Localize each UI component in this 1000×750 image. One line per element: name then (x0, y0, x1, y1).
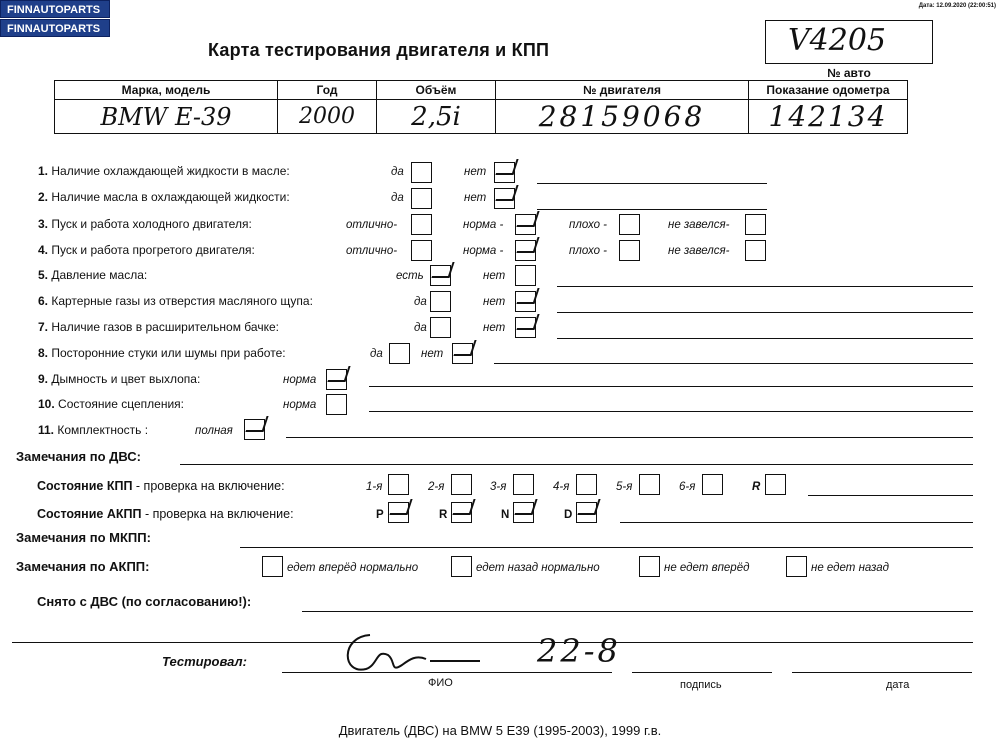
item-11: 11. Комплектность : (38, 423, 149, 437)
col-model: Марка, модель (55, 81, 278, 100)
item-8-box-yes[interactable] (389, 343, 410, 364)
akpp-opt-backward-label: едет назад нормально (476, 562, 600, 574)
removed-line-2 (12, 642, 973, 643)
item-8: 8. Посторонние стуки или шумы при работе: (38, 346, 286, 360)
item-10-opt-normal: норма (283, 399, 317, 411)
item-3-box-no-start[interactable] (745, 214, 766, 235)
fio-line (282, 672, 612, 673)
kpp-gear-4-box[interactable] (576, 474, 597, 495)
fio-caption: ФИО (428, 677, 453, 689)
item-10-line (369, 411, 973, 412)
item-4-box-excellent[interactable] (411, 240, 432, 261)
akpp-gear-d-box[interactable] (576, 502, 597, 523)
col-engine-number: № двигателя (496, 81, 749, 100)
vehicle-number-value: V4205 (788, 23, 887, 58)
item-5-box-no[interactable] (515, 265, 536, 286)
akpp-gear-n-label: N (501, 509, 510, 521)
item-2-opt-no: нет (464, 192, 487, 204)
col-volume: Объём (377, 81, 496, 100)
kpp-gear-r-label: R (752, 481, 761, 493)
item-7-box-no[interactable] (515, 317, 536, 338)
item-3-box-normal[interactable] (515, 214, 536, 235)
item-11-box-full[interactable] (244, 419, 265, 440)
item-3-box-excellent[interactable] (411, 214, 432, 235)
kpp-gear-r-box[interactable] (765, 474, 786, 495)
value-volume: 2,5i (377, 100, 496, 134)
kpp-state-label: Состояние КПП - проверка на включение: (37, 479, 285, 493)
item-6-opt-no: нет (483, 296, 506, 308)
removed-label: Снято с ДВС (по согласованию!): (37, 594, 252, 609)
item-8-box-no[interactable] (452, 343, 473, 364)
item-2: 2. Наличие масла в охлаждающей жидкости: (38, 190, 290, 204)
kpp-gear-1-label: 1-я (366, 481, 383, 493)
item-3-opt-normal: норма - (463, 219, 504, 231)
item-7-opt-yes: да (414, 322, 427, 334)
mkpp-remarks-line (240, 547, 973, 548)
item-5-opt-no: нет (483, 270, 506, 282)
akpp-opt-no-forward-box[interactable] (639, 556, 660, 577)
signature-caption: подпись (680, 679, 722, 691)
item-2-box-no[interactable] (494, 188, 515, 209)
akpp-gear-d-label: D (564, 509, 573, 521)
item-3-opt-no-start: не завелся- (668, 219, 730, 231)
item-5-line (557, 286, 973, 287)
item-4-opt-normal: норма - (463, 245, 504, 257)
item-5: 5. Давление масла: (38, 268, 148, 282)
item-2-box-yes[interactable] (411, 188, 432, 209)
item-4-opt-no-start: не завелся- (668, 245, 730, 257)
vehicle-info-table (54, 80, 908, 134)
item-2-line (537, 209, 767, 210)
item-3-opt-excellent: отлично- (346, 219, 398, 231)
item-3-box-bad[interactable] (619, 214, 640, 235)
date-line (792, 672, 972, 673)
date-caption: дата (886, 679, 910, 691)
item-5-opt-yes: есть (396, 270, 424, 282)
item-7-box-yes[interactable] (430, 317, 451, 338)
akpp-remarks-label: Замечания по АКПП: (16, 559, 150, 574)
kpp-gear-4-label: 4-я (553, 481, 570, 493)
tested-by-label: Тестировал: (162, 654, 247, 669)
akpp-gear-p-box[interactable] (388, 502, 409, 523)
kpp-line (808, 495, 973, 496)
dvs-remarks-label: Замечания по ДВС: (16, 449, 141, 464)
akpp-gear-r-label: R (439, 509, 448, 521)
item-3-opt-bad: плохо - (569, 219, 607, 231)
vehicle-number-box (765, 20, 933, 64)
item-4: 4. Пуск и работа прогретого двигателя: (38, 243, 255, 257)
kpp-gear-6-label: 6-я (679, 481, 696, 493)
akpp-opt-forward-label: едет вперёд нормально (287, 562, 419, 574)
item-4-box-normal[interactable] (515, 240, 536, 261)
brand-logo-line-2: FINNAUTOPARTS (0, 19, 110, 37)
dvs-remarks-line (180, 464, 973, 465)
kpp-gear-3-label: 3-я (490, 481, 507, 493)
item-4-opt-excellent: отлично- (346, 245, 398, 257)
item-9-line (369, 386, 973, 387)
akpp-state-label: Состояние АКПП - проверка на включение: (37, 507, 294, 521)
kpp-gear-3-box[interactable] (513, 474, 534, 495)
brand-logo-line-1: FINNAUTOPARTS (0, 0, 110, 18)
item-9: 9. Дымность и цвет выхлопа: (38, 372, 201, 386)
date-stamp: Дата: 12.09.2020 (22:00:51) (918, 3, 996, 9)
image-caption: Двигатель (ДВС) на BMW 5 E39 (1995-2003), 1999 г.в. (338, 723, 662, 738)
item-1-box-yes[interactable] (411, 162, 432, 183)
akpp-gear-r-box[interactable] (451, 502, 472, 523)
item-11-line (286, 437, 973, 438)
item-6-box-no[interactable] (515, 291, 536, 312)
item-1: 1. Наличие охлаждающей жидкости в масле: (38, 164, 290, 178)
akpp-opt-backward-box[interactable] (451, 556, 472, 577)
item-11-opt-full: полная (195, 425, 233, 437)
kpp-gear-2-box[interactable] (451, 474, 472, 495)
item-8-opt-yes: да (370, 348, 383, 360)
item-7-opt-no: нет (483, 322, 506, 334)
akpp-gear-n-box[interactable] (513, 502, 534, 523)
kpp-gear-5-box[interactable] (639, 474, 660, 495)
akpp-line (620, 522, 973, 523)
item-4-box-no-start[interactable] (745, 240, 766, 261)
item-4-box-bad[interactable] (619, 240, 640, 261)
item-4-opt-bad: плохо - (569, 245, 607, 257)
form-title: Карта тестирования двигателя и КПП (208, 40, 550, 60)
kpp-gear-1-box[interactable] (388, 474, 409, 495)
item-5-box-yes[interactable] (430, 265, 451, 286)
value-year: 2000 (278, 100, 377, 134)
value-model: BMW E-39 (55, 100, 278, 134)
akpp-opt-no-backward-box[interactable] (786, 556, 807, 577)
item-9-opt-normal: норма (283, 374, 317, 386)
item-6-opt-yes: да (414, 296, 427, 308)
akpp-opt-forward-box[interactable] (262, 556, 283, 577)
value-engine-number: 28159068 (496, 100, 749, 134)
col-year: Год (278, 81, 377, 100)
vehicle-number-label: № авто (827, 66, 871, 80)
item-1-line (537, 183, 767, 184)
item-8-opt-no: нет (421, 348, 444, 360)
removed-line-1 (302, 611, 973, 612)
akpp-gear-p-label: P (376, 509, 384, 521)
value-odometer: 142134 (749, 100, 908, 134)
akpp-opt-no-forward-label: не едет вперёд (664, 562, 750, 574)
mkpp-remarks-label: Замечания по МКПП: (16, 530, 151, 545)
item-8-line (494, 363, 973, 364)
item-1-opt-yes: да (391, 166, 404, 178)
item-10-box-normal[interactable] (326, 394, 347, 415)
kpp-gear-5-label: 5-я (616, 481, 633, 493)
signature-line (632, 672, 772, 673)
item-7: 7. Наличие газов в расширительном бачке: (38, 320, 279, 334)
item-10: 10. Состояние сцепления: (38, 397, 184, 411)
item-7-line (557, 338, 973, 339)
item-6: 6. Картерные газы из отверстия масляного щупа: (38, 294, 313, 308)
item-6-box-yes[interactable] (430, 291, 451, 312)
item-3: 3. Пуск и работа холодного двигателя: (38, 217, 252, 231)
col-odometer: Показание одометра (749, 81, 908, 100)
item-2-opt-yes: да (391, 192, 404, 204)
item-1-opt-no: нет (464, 166, 487, 178)
item-6-line (557, 312, 973, 313)
handwritten-sign-number: 22-8 (537, 632, 621, 670)
kpp-gear-2-label: 2-я (428, 481, 445, 493)
signature-dash (430, 660, 480, 662)
item-9-box-normal[interactable] (326, 369, 347, 390)
akpp-opt-no-backward-label: не едет назад (811, 562, 890, 574)
kpp-gear-6-box[interactable] (702, 474, 723, 495)
item-1-box-no[interactable] (494, 162, 515, 183)
